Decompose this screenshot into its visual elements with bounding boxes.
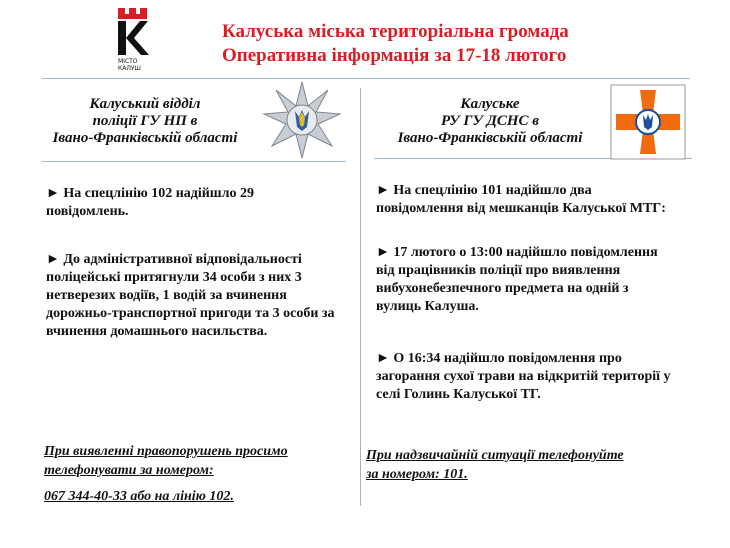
police-footer-line-2: телефонувати за номером:: [44, 463, 214, 478]
column-divider: [360, 88, 361, 506]
police-bullet-admin: ► До адміністративної відповідальності поліцейські притягнули 34 особи з них 3 нетверезих водіїв, 1 водій за вчинення дорожньо-транспортної пригоди та 3 особи за вчинення домашнього насильства.: [46, 252, 335, 339]
dsns-bullet-calls: ► На спецлінію 101 надійшло два повідомлення від мешканців Калуської МТГ:: [376, 183, 666, 216]
dsns-emblem: [610, 84, 686, 165]
dsns-bullet-explosive: ► 17 лютого о 13:00 надійшло повідомлення від працівників поліції про виявлення вибухонебезпечного предмета на одній з вулиць Калуша.: [376, 245, 658, 314]
dsns-bullet-fire: ► О 16:34 надійшло повідомлення про загорання сухої трави на відкритій території у селі Голинь Калуської ТГ.: [376, 351, 671, 402]
page-title: [222, 20, 622, 68]
police-bullet-calls: ► На спецлінію 102 надійшло 29 повідомлень.: [46, 186, 254, 219]
police-footer-line-1: При виявленні правопорушень просимо: [44, 444, 288, 459]
police-phone-number[interactable]: 067 344-40-33 або на лінію 102.: [44, 489, 234, 504]
svg-text:КАЛУШ: КАЛУШ: [118, 65, 141, 72]
dsns-footer-line-1: При надзвичайній ситуації телефонуйте: [366, 448, 624, 463]
police-dept-name: Калуський відділ поліції ГУ НП в Івано-Франківській області: [52, 96, 238, 146]
dsns-phone-number[interactable]: за номером: 101.: [366, 467, 468, 482]
svg-text:МІСТО: МІСТО: [118, 58, 138, 65]
header-divider: [42, 78, 690, 79]
city-logo: [112, 8, 152, 74]
title-line-1: Калуська міська територіальна громада: [222, 21, 569, 42]
dsns-dept-name: Калуське РУ ГУ ДСНС в Івано-Франківській області: [397, 96, 583, 146]
police-emblem: [260, 80, 344, 165]
title-line-2: Оперативна інформація за 17-18 лютого: [222, 45, 567, 66]
